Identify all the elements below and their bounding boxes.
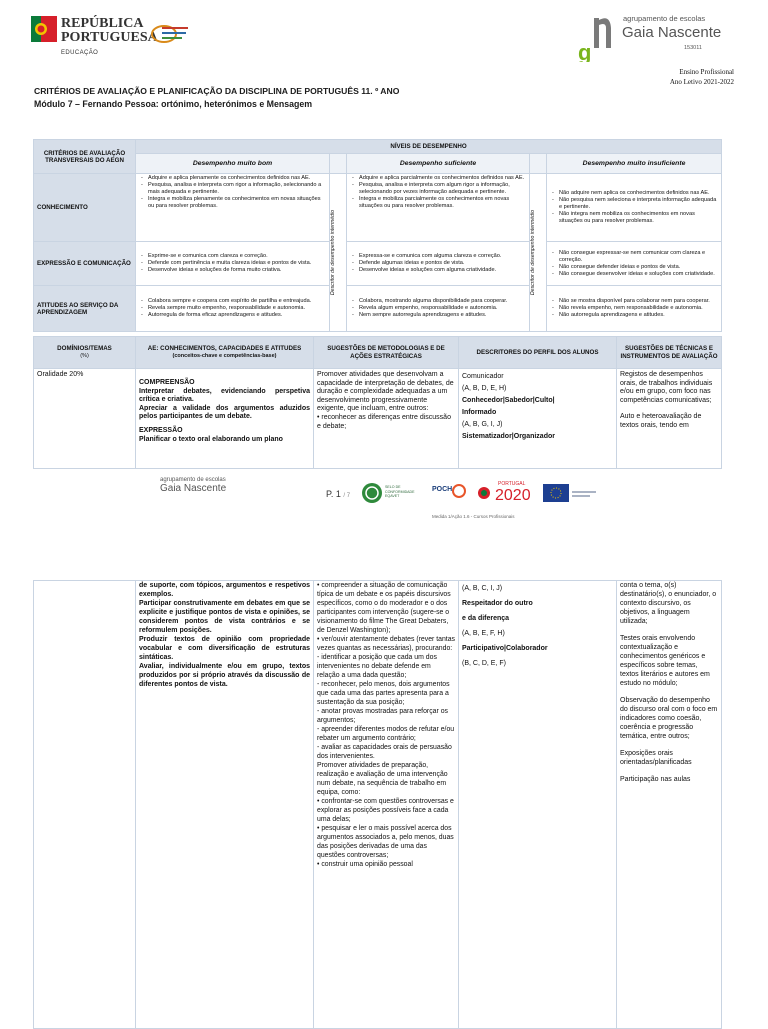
descriptor: - Não integra nem mobiliza os conhecimentos em novas situações ou para resolver problemas.	[559, 211, 718, 225]
descritor-line: e da diferença	[462, 615, 510, 622]
tecnica-line: Exposições orais orientadas/planificadas	[620, 750, 692, 766]
ano-letivo: Ano Letivo 2021-2022	[669, 78, 734, 86]
ensino-label: Ensino Profissional	[679, 68, 734, 76]
school-code: 153011	[684, 45, 702, 51]
page-title: CRITÉRIOS DE AVALIAÇÃO E PLANIFICAÇÃO DA DISCIPLINA DE PORTUGUÊS 11. º ANO	[34, 86, 400, 96]
descritor-line: (A, B, D, E, H)	[462, 385, 507, 392]
portugal-label: PORTUGAL	[498, 481, 526, 487]
level-high-cell	[136, 174, 330, 242]
school-name: Gaia Nascente	[622, 24, 722, 41]
criteria-name: CONHECIMENTO	[34, 174, 136, 242]
medida-label: Medida 1/Ação 1.6 - Cursos Profissionais	[432, 514, 515, 519]
page-total: / 7	[343, 493, 351, 499]
metodologia-line: • compreender a situação de comunicação típica de um debate e os papéis discursivos específicos, como o do moderador e o dos participantes com intervenção (sugere-se o visionamento do filme The Great Debaters, de Denzel Washington);	[317, 582, 451, 634]
dominios-sub: (%)	[80, 352, 89, 359]
republica-line1: REPÚBLICA	[61, 16, 144, 31]
intermediate-descriptor-cell	[330, 174, 347, 332]
eqavet-label: SELO DE CONFORMIDADE EQAVET	[385, 485, 415, 498]
descritor-line: (A, B, E, F, H)	[462, 630, 505, 637]
ae-cell	[136, 369, 314, 469]
ae-line: Planificar o texto oral elaborando um plano	[139, 435, 283, 443]
descriptor: - Desenvolve ideias e soluções de forma muito criativa.	[148, 267, 326, 274]
descriptor: - Colabora, mostrando alguma disponibilidade para cooperar.	[359, 298, 526, 305]
metodologias-cell	[314, 581, 459, 1029]
ae-line: Participar construtivamente em debates em que se explicite e justifique pontos de vista e opiniões, se considerem pontos de vista contrários e se reformulem posições.	[139, 600, 310, 634]
footer-school-logo	[160, 477, 226, 494]
tecnica-line: Testes orais envolvendo contextualização e conhecimentos genéricos e específicos sobre temas, textos literários e autores em estudo no módulo;	[620, 635, 710, 687]
metodologia-line: - apreender diferentes modos de refutar e/ou rebater um argumento contrário;	[317, 726, 455, 742]
ae-line: Avaliar, individualmente e/ou em grupo, textos produzidos por si próprio através da discussão de diferentes pontos de vista.	[139, 663, 310, 688]
level-mid-cell	[347, 174, 530, 242]
republica-line2: PORTUGUESA	[61, 30, 158, 45]
tecnicas-cell	[617, 581, 722, 1029]
ae-line: EXPRESSÃO	[139, 426, 183, 434]
table-row	[34, 369, 722, 469]
metodologia-line: • reconhecer as diferenças entre discussão e debate;	[317, 413, 451, 430]
criteria-row-expressao	[34, 242, 722, 286]
tecnica-line: Participação nas aulas	[620, 776, 691, 783]
metodologias-header: SUGESTÕES DE METODOLOGIAS E DE AÇÕES ESTRATÉGICAS	[314, 337, 459, 369]
metodologia-line: - reconhecer, pelo menos, dois argumentos que cada uma das partes apresenta para a sustentação da sua posição;	[317, 681, 450, 706]
descriptor: - Expressa-se e comunica com alguma clareza e correção.	[359, 253, 526, 260]
tecnica-line: Registos de desempenhos orais, de trabalhos individuais e/ou em grupo, com foco nas competências comunicativas;	[620, 371, 713, 404]
portugal-flag-icon	[31, 16, 57, 42]
level-high-cell	[136, 286, 330, 332]
ae-cell	[136, 581, 314, 1029]
descritor-line: Comunicador	[462, 373, 504, 380]
descriptor: - Nem sempre autorregula aprendizagens e atitudes.	[359, 312, 526, 319]
criteria-name: EXPRESSÃO E COMUNICAÇÃO	[34, 242, 136, 286]
ae-sub: (conceitos-chave e competências-base)	[172, 352, 277, 359]
ae-line: de suporte, com tópicos, argumentos e respetivos exemplos.	[139, 582, 310, 598]
descriptor: - Não consegue desenvolver ideias e soluções com criatividade.	[559, 271, 718, 278]
level-low-cell	[547, 242, 722, 286]
descriptor: - Colabora sempre e coopera com espírito de partilha e entreajuda.	[148, 298, 326, 305]
level-mid-cell	[347, 242, 530, 286]
metodologia-line: • pesquisar e ler o mais possível acerca dos argumentos associados a, pelo menos, duas das posições derivadas de uma das questões controversas;	[317, 825, 454, 859]
descritor-line: (B, C, D, E, F)	[462, 660, 506, 667]
intermediate-spacer	[330, 154, 347, 174]
descritor-line: Participativo|Colaborador	[462, 645, 548, 652]
gaia-nascente-logo	[578, 12, 616, 67]
tecnicas-header: SUGESTÕES DE TÉCNICAS E INSTRUMENTOS DE AVALIAÇÃO	[617, 337, 722, 369]
portugal2020-icon	[477, 486, 491, 505]
descriptor: - Não revela empenho, nem responsabilidade e autonomia.	[559, 305, 718, 312]
criteria-header: CRITÉRIOS DE AVALIAÇÃO TRANSVERSAIS DO AEGN	[34, 140, 136, 174]
level-high-cell	[136, 242, 330, 286]
planning-table-continued	[33, 580, 722, 1029]
ae-header	[136, 337, 314, 369]
descriptor: - Desenvolve ideias e soluções com alguma criatividade.	[359, 267, 526, 274]
metodologia-line: • confrontar-se com questões controversas e explorar as posições possíveis face a cada uma delas;	[317, 798, 454, 823]
niveis-header: NÍVEIS DE DESEMPENHO	[136, 140, 722, 154]
metodologia-line: Promover atividades de preparação, realização e avaliação de uma intervenção num debate, na sequência de trabalho em equipa, como:	[317, 762, 448, 796]
descritor-line: (A, B, G, I, J)	[462, 421, 503, 428]
descriptor: - Não consegue defender ideias e pontos de vista.	[559, 264, 718, 271]
svg-text:g: g	[578, 40, 592, 62]
dominios-label: DOMÍNIOS/TEMAS	[57, 345, 112, 352]
descriptor: - Revela algum empenho, responsabilidade e autonomia.	[359, 305, 526, 312]
descriptor: - Integra e mobiliza parcialmente os conhecimentos em novas situações ou para resolver problemas.	[359, 196, 526, 210]
portugal2020-logo: 2020	[495, 487, 531, 504]
descritor-line: Conhecedor|Sabedor|Culto|	[462, 397, 555, 404]
tecnicas-cell	[617, 369, 722, 469]
level-mid-header: Desempenho suficiente	[347, 154, 530, 174]
metodologia-line: - anotar provas mostradas para reforçar os argumentos;	[317, 708, 448, 724]
poch-logo: POCH	[432, 486, 453, 493]
descriptor: - Pesquisa, analisa e interpreta com algum rigor a informação, selecionando por vezes informação adequada e pertinente.	[359, 182, 526, 196]
level-low-cell	[547, 174, 722, 242]
descriptor: - Não se mostra disponível para colaborar nem para cooperar.	[559, 298, 718, 305]
descriptor: - Adquire e aplica plenamente os conhecimentos definidos nas AE.	[148, 175, 326, 182]
level-low-header: Desempenho muito insuficiente	[547, 154, 722, 174]
school-small-label: agrupamento de escolas	[623, 14, 706, 23]
metodologias-cell	[314, 369, 459, 469]
descriptor: - Revela sempre muito empenho, responsabilidade e autonomia.	[148, 305, 326, 312]
intermediate-descriptor-label: Descritor de desempenho intermédio	[530, 209, 536, 296]
gn-logo-icon	[578, 12, 616, 62]
level-high-header: Desempenho muito bom	[136, 154, 330, 174]
eu-flag-icon	[543, 484, 569, 507]
descriptor: - Integra e mobiliza plenamente os conhecimentos em novas situações ou para resolver problemas.	[148, 196, 326, 210]
criteria-row-conhecimento	[34, 174, 722, 242]
intermediate-descriptor-cell	[530, 174, 547, 332]
descritor-line: Sistematizador|Organizador	[462, 433, 555, 440]
page-current: P. 1	[326, 489, 341, 499]
descritor-line: Informado	[462, 409, 497, 416]
criteria-table	[33, 139, 722, 332]
dominio-cell	[34, 581, 136, 1029]
descritores-header: DESCRITORES DO PERFIL DOS ALUNOS	[459, 337, 617, 369]
metodologia-line: - identificar a posição que cada um dos intervenientes no debate defende em relação a uma dada questão;	[317, 654, 437, 679]
page-subtitle: Módulo 7 – Fernando Pessoa: ortónimo, heterónimos e Mensagem	[34, 99, 313, 109]
page-number	[326, 489, 350, 499]
footer-logo-small: agrupamento de escolas	[160, 477, 226, 483]
eqavet-seal-icon	[361, 482, 383, 509]
ae-line: Apreciar a validade dos argumentos aduzidos pelos participantes de um debate.	[139, 404, 310, 421]
descriptor: - Não pesquisa nem seleciona e interpreta informação adequada e pertinente.	[559, 197, 718, 211]
descriptor: - Autorregula de forma eficaz aprendizagens e atitudes.	[148, 312, 326, 319]
republica-text	[61, 17, 158, 45]
dominios-header	[34, 337, 136, 369]
tecnica-line: Observação do desempenho do discurso oral com o foco em indicadores como coesão, coerência e progressão temática, entre outros;	[620, 697, 718, 740]
metodologia-line: • ver/ouvir atentamente debates (rever tantas vezes quantas as necessárias), procurando:	[317, 636, 456, 652]
descritores-cell	[459, 581, 617, 1029]
descriptor: - Pesquisa, analisa e interpreta com rigor a informação, selecionando a mais adequada e pertinente.	[148, 182, 326, 196]
descriptor: - Defende com pertinência e muita clareza ideias e pontos de vista.	[148, 260, 326, 267]
descritores-cell	[459, 369, 617, 469]
descriptor: - Adquire e aplica parcialmente os conhecimentos definidos nas AE.	[359, 175, 526, 182]
intermediate-descriptor-label: Descritor de desempenho intermédio	[330, 209, 336, 296]
footer-logo-name: Gaia Nascente	[160, 483, 227, 494]
descritor-line: (A, B, C, I, J)	[462, 585, 503, 592]
criteria-row-atitudes	[34, 286, 722, 332]
descriptor: - Não autorregula aprendizagens e atitudes.	[559, 312, 718, 319]
ae-label: AE: CONHECIMENTOS, CAPACIDADES E ATITUDES	[147, 345, 302, 352]
metodologia-line: - avaliar as capacidades orais de persuasão dos intervenientes.	[317, 744, 452, 760]
dge-logo-icon	[150, 22, 192, 49]
descriptor: - Não consegue expressar-se nem comunicar com clareza e correção.	[559, 250, 718, 264]
descriptor: - Não adquire nem aplica os conhecimentos definidos nas AE.	[559, 190, 718, 197]
ae-line: Interpretar debates, evidenciando perspetiva crítica e criativa.	[139, 387, 310, 404]
descriptor: - Exprime-se e comunica com clareza e correção.	[148, 253, 326, 260]
tecnica-line: conta o tema, o(s) destinatário(s), o enunciador, o contexto discursivo, os objetivos, a linguagem utilizada;	[620, 582, 717, 625]
descriptor: - Defende algumas ideias e pontos de vista.	[359, 260, 526, 267]
ae-line: COMPREENSÃO	[139, 379, 195, 386]
level-mid-cell	[347, 286, 530, 332]
level-low-cell	[547, 286, 722, 332]
planning-table	[33, 336, 722, 469]
dominio-cell: Oralidade 20%	[34, 369, 136, 469]
descritor-line: Respeitador do outro	[462, 600, 533, 607]
intermediate-spacer	[530, 154, 547, 174]
table-row	[34, 581, 722, 1029]
republica-logo	[31, 16, 57, 47]
poch-icon	[452, 484, 466, 503]
republica-educacao: EDUCAÇÃO	[61, 50, 99, 56]
metodologia-line: Promover atividades que desenvolvam a capacidade de interpretação de debates, de duração e complexidade adequadas a um desenvolvimento progressivamente exigente, que incluam, entre outros:	[317, 371, 454, 413]
criteria-name: ATITUDES AO SERVIÇO DA APRENDIZAGEM	[34, 286, 136, 332]
eu-text-icon	[572, 487, 598, 505]
metodologia-line: • construir uma opinião pessoal	[317, 861, 413, 868]
ae-line: Produzir textos de opinião com propriedade vocabular e com diversificação de estruturas sintáticas.	[139, 636, 310, 661]
tecnica-line: Auto e heteroavaliação de textos orais, tendo em	[620, 413, 702, 429]
